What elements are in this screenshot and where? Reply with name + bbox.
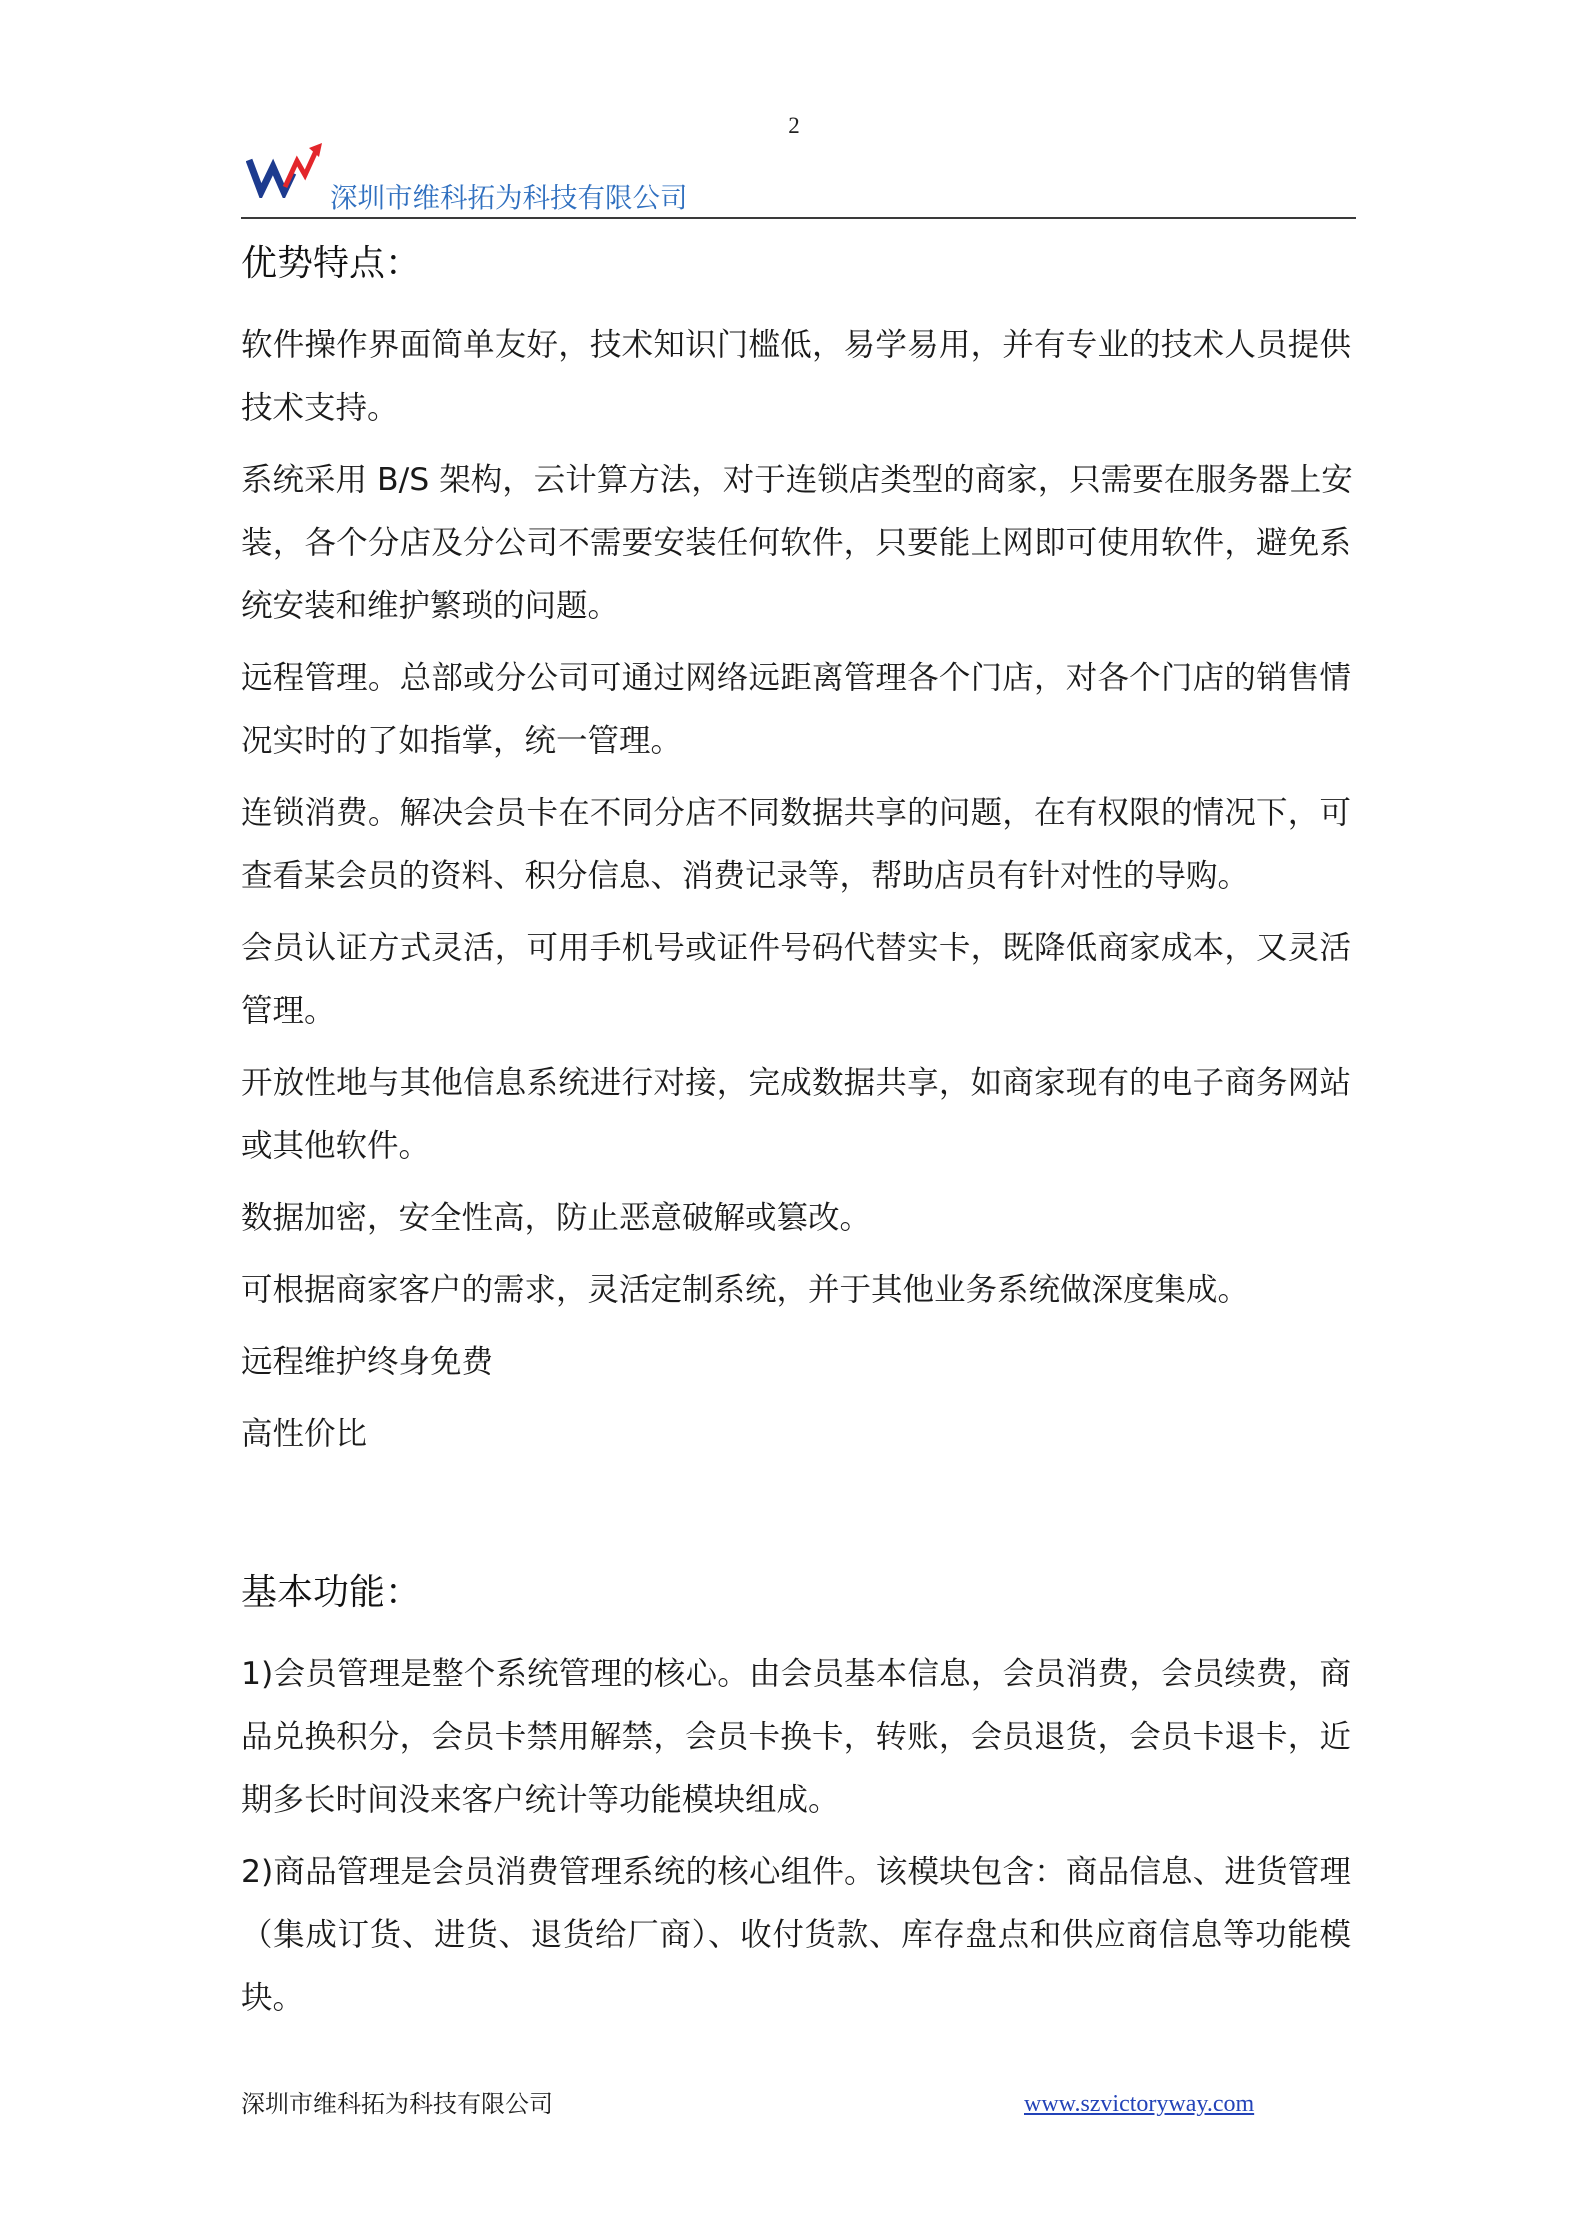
text-line: 期多长时间没来客户统计等功能模块组成。 [241, 1781, 840, 1818]
text-line: 2)商品管理是会员消费管理系统的核心组件。该模块包含：商品信息、进货管理 [241, 1853, 1351, 1890]
text-line: 或其他软件。 [241, 1127, 431, 1164]
text-line: 品兑换积分，会员卡禁用解禁，会员卡换卡，转账，会员退货，会员卡退卡，近 [241, 1718, 1351, 1755]
header-rule [241, 217, 1356, 219]
text-line: 可根据商家客户的需求，灵活定制系统，并于其他业务系统做深度集成。 [241, 1271, 1250, 1308]
text-line: 技术支持。 [241, 389, 399, 426]
text-line: （集成订货、进货、退货给厂商）、收付货款、库存盘点和供应商信息等功能模 [241, 1916, 1351, 1953]
text-line: 连锁消费。解决会员卡在不同分店不同数据共享的问题，在有权限的情况下，可 [241, 794, 1351, 831]
paragraph [241, 1331, 1351, 1394]
paragraph [241, 449, 1351, 638]
text-line: 统安装和维护繁琐的问题。 [241, 587, 620, 624]
paragraph [241, 1187, 1351, 1250]
text-line: 管理。 [241, 992, 336, 1029]
paragraph [241, 314, 1351, 440]
paragraph [241, 1643, 1351, 1832]
paragraph [241, 1841, 1351, 2030]
text-line: 高性价比 [241, 1415, 368, 1452]
text-line: 开放性地与其他信息系统进行对接，完成数据共享，如商家现有的电子商务网站 [241, 1064, 1351, 1101]
text-line: 系统采用 B/S 架构，云计算方法，对于连锁店类型的商家，只需要在服务器上安 [241, 461, 1353, 498]
text-line: 况实时的了如指掌，统一管理。 [241, 722, 683, 759]
text-line: 数据加密，安全性高，防止恶意破解或篡改。 [241, 1199, 872, 1236]
page-number: 2 [788, 113, 800, 138]
text-line: 装，各个分店及分公司不需要安装任何软件，只要能上网即可使用软件，避免系 [241, 524, 1351, 561]
text-line: 查看某会员的资料、积分信息、消费记录等，帮助店员有针对性的导购。 [241, 857, 1250, 894]
section-basic-functions [241, 1568, 1351, 2039]
footer-website-link[interactable]: www.szvictoryway.com [1024, 2091, 1255, 2117]
company-logo [246, 142, 324, 198]
paragraph [241, 1052, 1351, 1178]
paragraph [241, 1403, 1351, 1466]
footer-company-name: 深圳市维科拓为科技有限公司 [241, 2090, 553, 2118]
paragraph [241, 1259, 1351, 1322]
text-line: 远程维护终身免费 [241, 1343, 494, 1380]
text-line: 块。 [241, 1979, 305, 2016]
section-advantages [241, 239, 1351, 1475]
section-heading: 基本功能： [241, 1572, 422, 1613]
header-company-name: 深圳市维科拓为科技有限公司 [330, 182, 688, 214]
section-heading: 优势特点： [241, 243, 422, 284]
paragraph [241, 917, 1351, 1043]
paragraph [241, 647, 1351, 773]
text-line: 会员认证方式灵活，可用手机号或证件号码代替实卡，既降低商家成本，又灵活 [241, 929, 1351, 966]
text-line: 软件操作界面简单友好，技术知识门槛低，易学易用，并有专业的技术人员提供 [241, 326, 1351, 363]
text-line: 远程管理。总部或分公司可通过网络远距离管理各个门店，对各个门店的销售情 [241, 659, 1351, 696]
text-line: 1)会员管理是整个系统管理的核心。由会员基本信息，会员消费，会员续费，商 [241, 1655, 1351, 1692]
paragraph [241, 782, 1351, 908]
